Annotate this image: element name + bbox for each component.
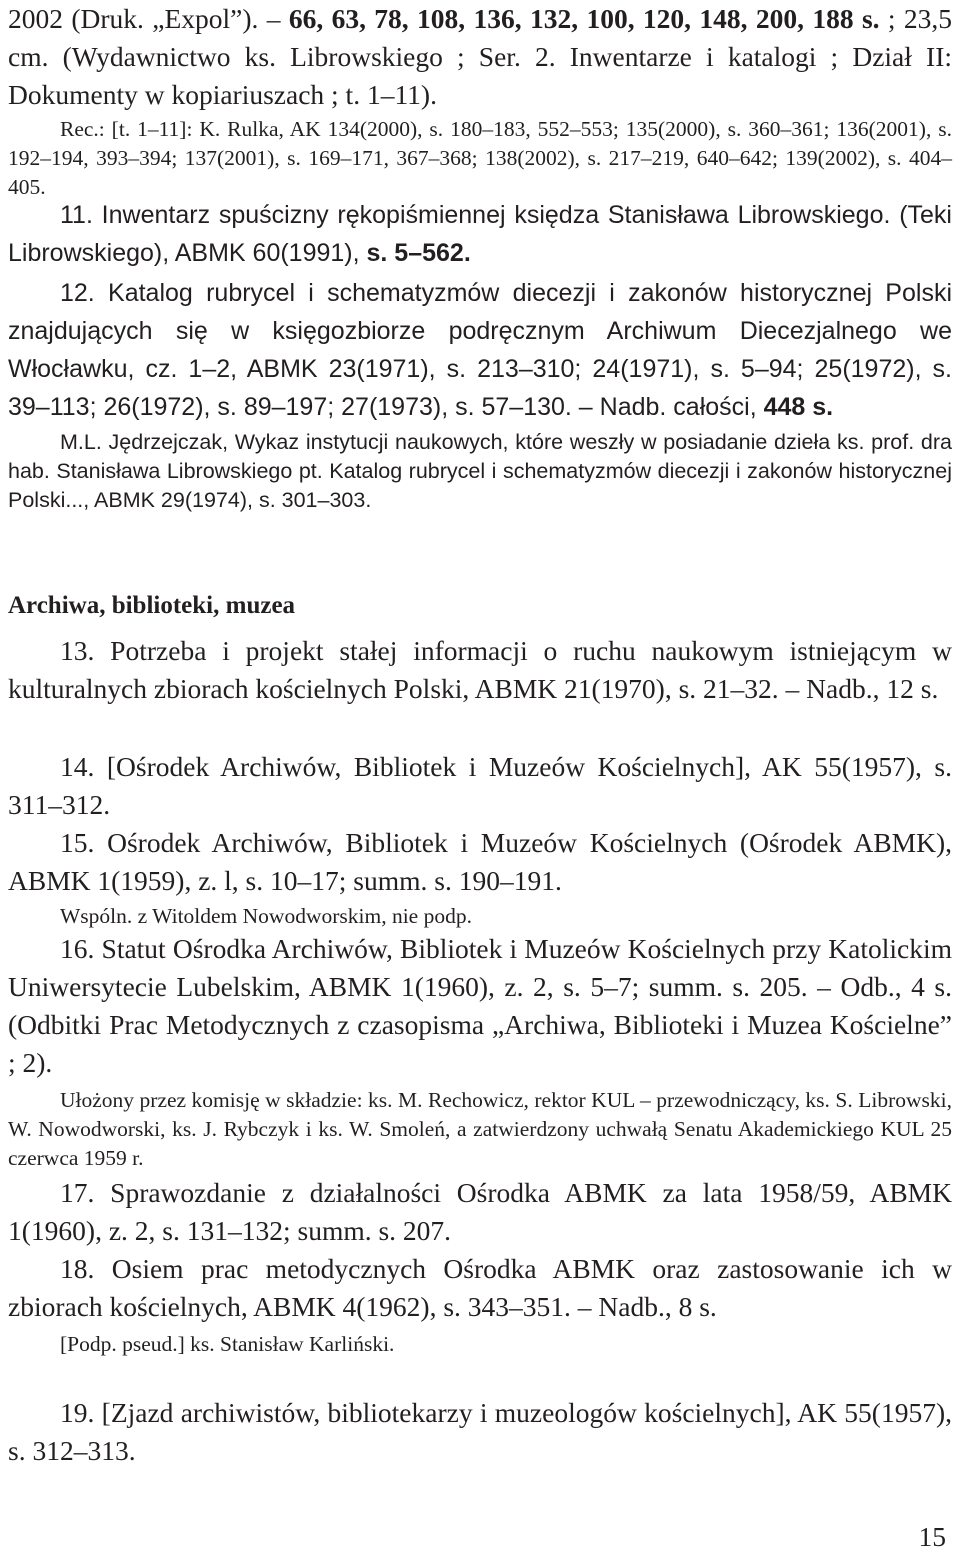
page-number: 15: [918, 1521, 946, 1552]
entry-16-note: Ułożony przez komisję w składzie: ks. M. Rechowicz, rektor KUL – przewodniczący, ks. S. Librowski, W. Nowodworski, ks. J. Rybczyk i ks. W. Smoleń, a zatwierdzony uchwałą Senatu Akademickiego KUL 25 czerwca 1959 r.: [8, 1088, 952, 1170]
entry-11: [8, 196, 952, 272]
entry-15-note: Wspóln. z Witoldem Nowodworskim, nie podp.: [60, 904, 472, 928]
entry-14: [8, 748, 952, 824]
entry-15: [8, 824, 952, 931]
entry-13-text: 13. Potrzeba i projekt stałej informacji o ruchu naukowym istniejącym w kulturalnych zbiorach kościelnych Polski, ABMK 21(1970), s. 21–32. – Nadb., 12 s.: [8, 635, 952, 704]
entry-11-pages: s. 5–562.: [366, 239, 471, 267]
entry-12-note: M.L. Jędrzejczak, Wykaz instytucji naukowych, które weszły w posiadanie dzieła ks. prof. dra hab. Stanisława Librowskiego pt. Katalog rubrycel i schematyzmów diecezji i zakonów historycznej Polski..., ABMK 29(1974), s. 301–303.: [8, 430, 952, 512]
entry-11-text: 11. Inwentarz spuścizny rękopiśmiennej księdza Stanisława Librowskiego. (Teki Librowskiego), ABMK 60(1991), s. 5–562.: [8, 201, 952, 267]
entry-18-note: [Podp. pseud.] ks. Stanisław Karliński.: [60, 1332, 395, 1356]
entry-12-pages: 448 s.: [763, 393, 834, 421]
entry-19-text: 19. [Zjazd archiwistów, bibliotekarzy i muzeologów kościelnych], AK 55(1957), s. 312–313.: [8, 1397, 952, 1466]
entry-19: [8, 1394, 952, 1470]
entry-continued: [8, 0, 952, 202]
entry-17-text: 17. Sprawozdanie z działalności Ośrodka ABMK za lata 1958/59, ABMK 1(1960), z. 2, s. 131–132; summ. s. 207.: [8, 1177, 952, 1246]
entry-14-text: 14. [Ośrodek Archiwów, Bibliotek i Muzeów Kościelnych], AK 55(1957), s. 311–312.: [8, 751, 952, 820]
entry-16: [8, 930, 952, 1173]
entry-13: [8, 632, 952, 708]
entry-18-text: 18. Osiem prac metodycznych Ośrodka ABMK oraz zastosowanie ich w zbiorach kościelnych, ABMK 4(1962), s. 343–351. – Nadb., 8 s.: [8, 1253, 952, 1322]
entry-continued-pre: 2002 (Druk. „Expol”). –: [8, 3, 289, 34]
entry-17: [8, 1174, 952, 1250]
entry-15-text: 15. Ośrodek Archiwów, Bibliotek i Muzeów Kościelnych (Ośrodek ABMK), ABMK 1(1959), z. l, s. 10–17; summ. s. 190–191.: [8, 827, 952, 896]
entry-continued-review-note: Rec.: [t. 1–11]: K. Rulka, AK 134(2000), s. 180–183, 552–553; 135(2000), s. 360–361; 136(2001), s. 192–194, 393–394; 137(2001), s. 169–171, 367–368; 138(2002), s. 217–219, 640–642; 139(2002), s. 404–405.: [8, 117, 952, 199]
entry-16-text: 16. Statut Ośrodka Archiwów, Bibliotek i Muzeów Kościelnych przy Katolickim Uniwersytecie Lubelskim, ABMK 1(1960), z. 2, s. 5–7; summ. s. 205. – Odb., 4 s. (Odbitki Prac Metodycznych z czasopisma „Archiwa, Biblioteki i Muzea Kościelne” ; 2).: [8, 933, 952, 1078]
entry-continued-text: [8, 0, 952, 114]
entry-12-text: 12. Katalog rubrycel i schematyzmów diecezji i zakonów historycznej Polski znajdujących się w księgozbiorze podręcznym Archiwum Diecezjalnego we Włocławku, cz. 1–2, ABMK 23(1971), s. 213–310; 24(1971), s. 5–94; 25(1972), s. 39–113; 26(1972), s. 89–197; 27(1973), s. 57–130. – Nadb. całości, 448 s.: [8, 279, 952, 421]
entry-continued-pages: 66, 63, 78, 108, 136, 132, 100, 120, 148, 200, 188 s.: [288, 3, 880, 34]
section-heading: Archiwa, biblioteki, muzea: [8, 592, 296, 619]
document-page: [8, 0, 952, 1556]
entry-18: [8, 1250, 952, 1359]
entry-continued-post: ; 23,5 cm. (Wydawnictwo ks. Librowskiego ; Ser. 2. Inwentarze i katalogi ; Dział II: Dokumenty w kopiariuszach ; t. 1–11).: [8, 3, 953, 110]
entry-12: [8, 274, 952, 515]
